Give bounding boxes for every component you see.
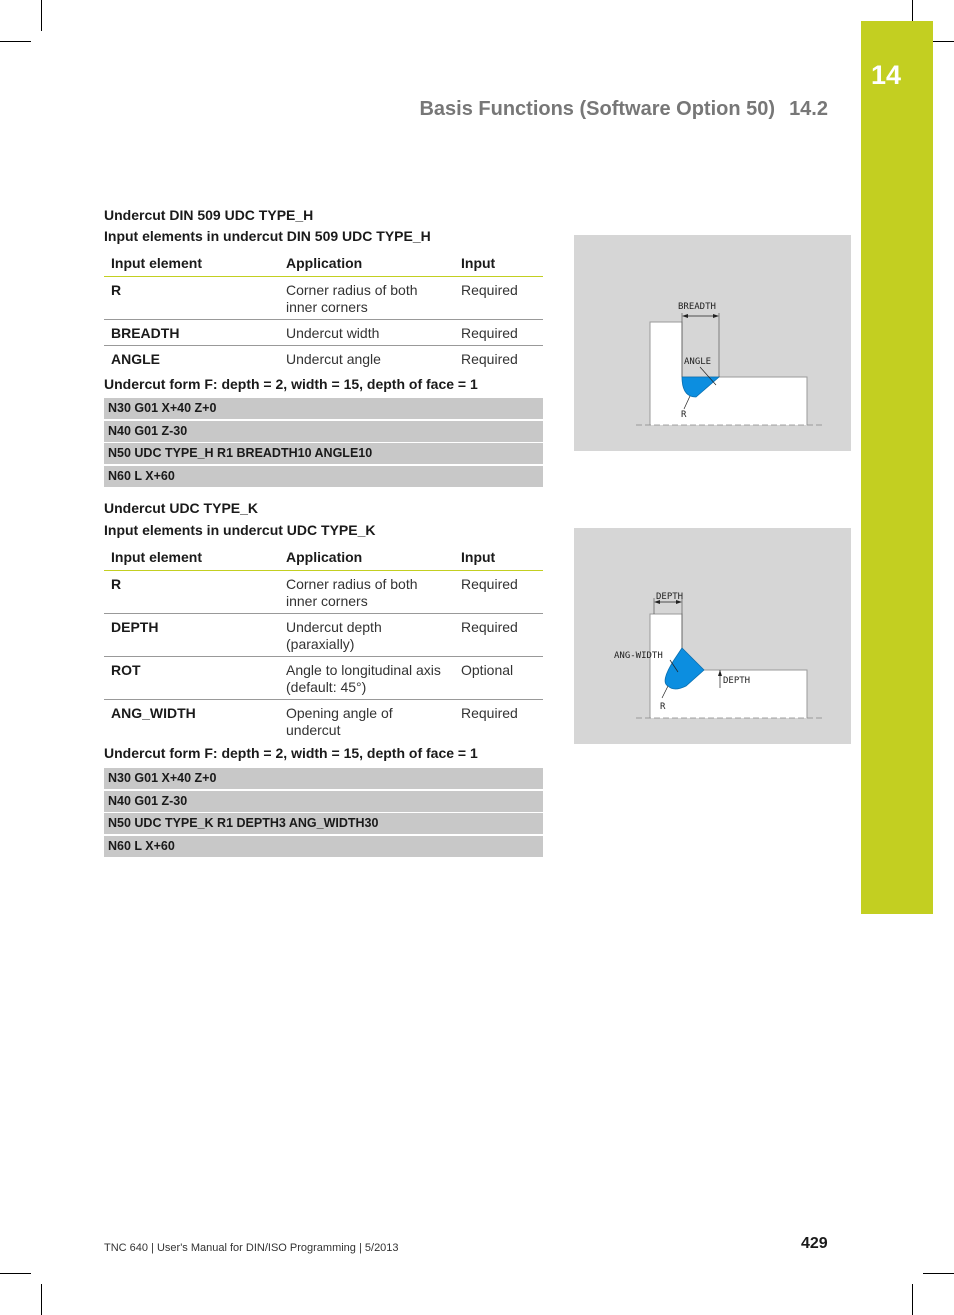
type-h-diagram <box>574 235 851 451</box>
page-number: 429 <box>801 1235 828 1252</box>
workpiece-outline <box>650 322 807 425</box>
chapter-number: 14 <box>871 60 902 90</box>
input-requirement: Optional <box>454 657 543 700</box>
label-ang-width: ANG-WIDTH <box>614 651 663 661</box>
input-requirement: Required <box>454 571 543 614</box>
type-h-figure <box>574 235 851 451</box>
type-h-code-block <box>104 398 543 489</box>
crop-mark <box>0 1273 31 1274</box>
application: Corner radius of both inner corners <box>279 571 454 614</box>
column-header: Application <box>279 543 454 571</box>
code-line: N60 L X+60 <box>104 836 543 857</box>
arrowhead <box>713 314 719 318</box>
application: Undercut depth (paraxially) <box>279 614 454 657</box>
table-header-row <box>104 543 543 571</box>
column-header: Application <box>279 249 454 277</box>
input-requirement: Required <box>454 277 543 320</box>
column-header: Input element <box>104 249 279 277</box>
column-header: Input <box>454 543 543 571</box>
code-line: N30 G01 X+40 Z+0 <box>104 398 543 419</box>
crop-mark <box>912 1284 913 1315</box>
column-header: Input element <box>104 543 279 571</box>
label-r: R <box>660 702 666 712</box>
input-requirement: Required <box>454 614 543 657</box>
column-header: Input <box>454 249 543 277</box>
crop-mark <box>912 0 913 21</box>
footer-text: TNC 640 | User's Manual for DIN/ISO Programming | 5/2013 <box>104 1242 399 1254</box>
type-h-table-title: Input elements in undercut DIN 509 UDC TYPE_H <box>104 228 431 244</box>
code-line: N30 G01 X+40 Z+0 <box>104 768 543 789</box>
code-line: N60 L X+60 <box>104 466 543 487</box>
table-row <box>104 571 543 614</box>
label-breadth: BREADTH <box>678 302 716 312</box>
table-header-row <box>104 249 543 277</box>
input-requirement: Required <box>461 351 518 367</box>
crop-mark <box>0 41 31 42</box>
application: Angle to longitudinal axis (default: 45°) <box>279 657 454 700</box>
table-row <box>104 657 543 700</box>
type-k-diagram <box>574 528 851 744</box>
type-k-input-table <box>104 543 543 742</box>
type-h-input-table <box>104 249 543 371</box>
table-row <box>104 346 543 372</box>
table-row <box>104 700 543 743</box>
type-k-code-block <box>104 768 543 859</box>
type-k-example-title: Undercut form F: depth = 2, width = 15, depth of face = 1 <box>104 745 478 761</box>
type-h-example-title: Undercut form F: depth = 2, width = 15, depth of face = 1 <box>104 376 478 392</box>
input-element: ROT <box>104 657 279 700</box>
page-header <box>419 98 828 121</box>
arrowhead <box>682 314 688 318</box>
crop-mark <box>923 1273 954 1274</box>
table-row <box>104 277 543 320</box>
type-h-heading: Undercut DIN 509 UDC TYPE_H <box>104 207 314 223</box>
chapter-tab <box>861 21 933 914</box>
table-row <box>104 320 543 346</box>
input-element: R <box>104 571 279 614</box>
code-line: N50 UDC TYPE_K R1 DEPTH3 ANG_WIDTH30 <box>104 813 543 834</box>
label-r: R <box>681 410 687 420</box>
application: Opening angle of undercut <box>286 705 393 738</box>
input-element: R <box>104 277 279 320</box>
code-line: N50 UDC TYPE_H R1 BREADTH10 ANGLE10 <box>104 443 543 464</box>
input-requirement: Required <box>454 320 543 346</box>
crop-mark <box>41 1284 42 1315</box>
type-k-heading: Undercut UDC TYPE_K <box>104 500 259 516</box>
input-requirement: Required <box>461 705 518 721</box>
input-element: ANGLE <box>111 351 160 367</box>
label-depth-top: DEPTH <box>656 592 684 602</box>
input-element: DEPTH <box>104 614 279 657</box>
input-element: ANG_WIDTH <box>111 705 196 721</box>
application: Corner radius of both inner corners <box>279 277 454 320</box>
input-element: BREADTH <box>104 320 279 346</box>
code-line: N40 G01 Z-30 <box>104 791 543 812</box>
code-line: N40 G01 Z-30 <box>104 421 543 442</box>
label-angle: ANGLE <box>684 357 712 367</box>
application: Undercut width <box>279 320 454 346</box>
header-section: 14.2 <box>789 98 828 120</box>
label-depth-right: DEPTH <box>723 676 751 686</box>
header-title: Basis Functions (Software Option 50) <box>419 98 776 120</box>
table-row <box>104 614 543 657</box>
type-k-table-title: Input elements in undercut UDC TYPE_K <box>104 522 376 538</box>
application: Undercut angle <box>286 351 381 367</box>
type-k-figure <box>574 528 851 744</box>
crop-mark <box>41 0 42 31</box>
